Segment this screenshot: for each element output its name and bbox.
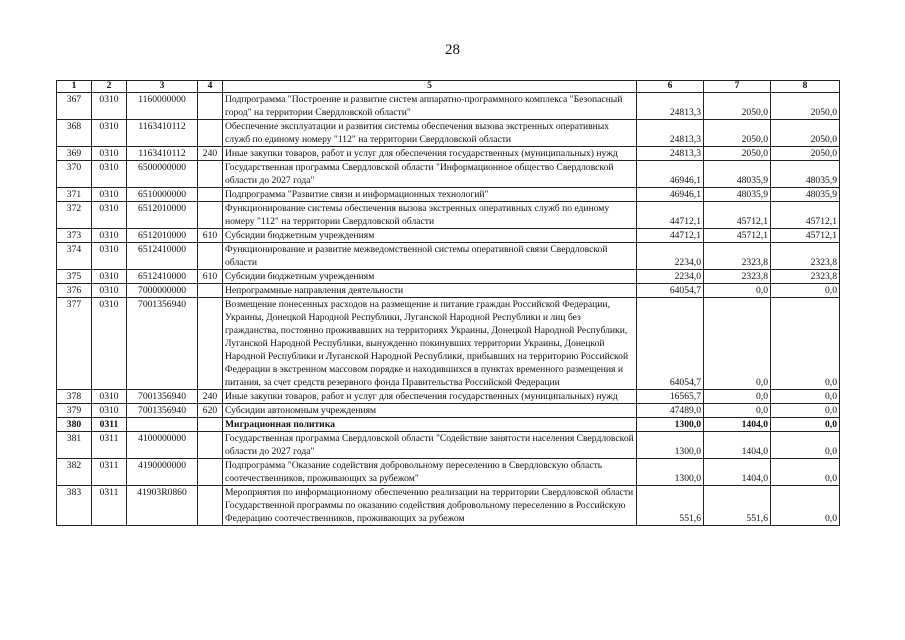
item-name-cell: Подпрограмма "Оказание содействия добровольному переселению в Свердловскую область соотечественников, проживающих за рубежом" — [223, 459, 637, 486]
expense-type-cell: 240 — [198, 147, 223, 161]
expense-type-cell — [198, 418, 223, 432]
section-code-cell: 0310 — [92, 404, 127, 418]
section-code-cell: 0311 — [92, 459, 127, 486]
item-name-cell: Иные закупки товаров, работ и услуг для обеспечения государственных (муниципальных) нужд — [223, 147, 637, 161]
target-article-cell: 6510000000 — [127, 188, 198, 202]
target-article-cell: 4190000000 — [127, 459, 198, 486]
target-article-cell: 6500000000 — [127, 161, 198, 188]
table-row — [57, 243, 840, 270]
column-header: 8 — [771, 81, 840, 93]
table-row — [57, 284, 840, 298]
amount-year1-cell: 16565,7 — [637, 390, 704, 404]
target-article-cell: 6512010000 — [127, 229, 198, 243]
column-header: 7 — [704, 81, 771, 93]
item-name-cell: Непрограммные направления деятельности — [223, 284, 637, 298]
table-row — [57, 202, 840, 229]
amount-year1-cell: 64054,7 — [637, 298, 704, 390]
section-code-cell: 0311 — [92, 486, 127, 526]
column-header: 6 — [637, 81, 704, 93]
amount-year2-cell: 45712,1 — [704, 202, 771, 229]
amount-year3-cell: 0,0 — [771, 459, 840, 486]
amount-year2-cell: 551,6 — [704, 486, 771, 526]
amount-year2-cell: 1404,0 — [704, 432, 771, 459]
expense-type-cell — [198, 298, 223, 390]
amount-year2-cell: 2323,8 — [704, 243, 771, 270]
amount-year1-cell: 1300,0 — [637, 418, 704, 432]
expense-type-cell — [198, 120, 223, 147]
amount-year1-cell: 46946,1 — [637, 188, 704, 202]
amount-year1-cell: 1300,0 — [637, 459, 704, 486]
target-article-cell: 7001356940 — [127, 390, 198, 404]
amount-year3-cell: 0,0 — [771, 418, 840, 432]
table-row — [57, 188, 840, 202]
table-row — [57, 432, 840, 459]
row-number-cell: 370 — [57, 161, 92, 188]
amount-year3-cell: 0,0 — [771, 486, 840, 526]
table-row — [57, 270, 840, 284]
expense-type-cell — [198, 284, 223, 298]
row-number-cell: 367 — [57, 93, 92, 120]
item-name-cell: Иные закупки товаров, работ и услуг для обеспечения государственных (муниципальных) нужд — [223, 390, 637, 404]
amount-year3-cell: 0,0 — [771, 404, 840, 418]
amount-year1-cell: 551,6 — [637, 486, 704, 526]
section-code-cell: 0310 — [92, 120, 127, 147]
target-article-cell — [127, 418, 198, 432]
section-code-cell: 0310 — [92, 270, 127, 284]
row-number-cell: 382 — [57, 459, 92, 486]
row-number-cell: 376 — [57, 284, 92, 298]
target-article-cell: 1163410112 — [127, 120, 198, 147]
expense-type-cell: 240 — [198, 390, 223, 404]
row-number-cell: 383 — [57, 486, 92, 526]
amount-year3-cell: 48035,9 — [771, 188, 840, 202]
row-number-cell: 373 — [57, 229, 92, 243]
item-name-cell: Субсидии автономным учреждениям — [223, 404, 637, 418]
row-number-cell: 368 — [57, 120, 92, 147]
amount-year2-cell: 45712,1 — [704, 229, 771, 243]
header-row — [57, 81, 840, 93]
amount-year3-cell: 0,0 — [771, 390, 840, 404]
row-number-cell: 369 — [57, 147, 92, 161]
section-code-cell: 0310 — [92, 284, 127, 298]
amount-year1-cell: 44712,1 — [637, 229, 704, 243]
item-name-cell: Подпрограмма "Построение и развитие систем аппаратно-программного комплекса "Безопасный город" на территории Свердловской области" — [223, 93, 637, 120]
row-number-cell: 377 — [57, 298, 92, 390]
expense-type-cell — [198, 93, 223, 120]
table-row — [57, 298, 840, 390]
amount-year2-cell: 0,0 — [704, 298, 771, 390]
amount-year2-cell: 48035,9 — [704, 188, 771, 202]
amount-year2-cell: 2050,0 — [704, 93, 771, 120]
amount-year1-cell: 24813,3 — [637, 120, 704, 147]
section-code-cell: 0310 — [92, 188, 127, 202]
column-header: 5 — [223, 81, 637, 93]
expense-type-cell — [198, 459, 223, 486]
column-header: 2 — [92, 81, 127, 93]
amount-year1-cell: 2234,0 — [637, 270, 704, 284]
amount-year1-cell: 24813,3 — [637, 147, 704, 161]
row-number-cell: 380 — [57, 418, 92, 432]
expense-type-cell — [198, 161, 223, 188]
amount-year1-cell: 1300,0 — [637, 432, 704, 459]
amount-year3-cell: 2323,8 — [771, 270, 840, 284]
amount-year2-cell: 2050,0 — [704, 120, 771, 147]
target-article-cell: 6512410000 — [127, 270, 198, 284]
table-row — [57, 120, 840, 147]
amount-year3-cell: 2050,0 — [771, 147, 840, 161]
target-article-cell: 7001356940 — [127, 404, 198, 418]
amount-year3-cell: 0,0 — [771, 284, 840, 298]
table-row — [57, 418, 840, 432]
expense-type-cell — [198, 202, 223, 229]
item-name-cell: Функционирование и развитие межведомственной системы оперативной связи Свердловской области — [223, 243, 637, 270]
item-name-cell: Обеспечение эксплуатации и развития системы обеспечения вызова экстренных оперативных служб по единому номеру "112" на территории Свердловской области — [223, 120, 637, 147]
page-number: 28 — [445, 42, 460, 58]
section-code-cell: 0310 — [92, 390, 127, 404]
item-name-cell: Субсидии бюджетным учреждениям — [223, 229, 637, 243]
table-row — [57, 93, 840, 120]
row-number-cell: 379 — [57, 404, 92, 418]
amount-year3-cell: 2323,8 — [771, 243, 840, 270]
amount-year3-cell: 2050,0 — [771, 120, 840, 147]
amount-year1-cell: 46946,1 — [637, 161, 704, 188]
row-number-cell: 371 — [57, 188, 92, 202]
budget-table — [56, 80, 840, 526]
amount-year3-cell: 45712,1 — [771, 229, 840, 243]
section-code-cell: 0310 — [92, 147, 127, 161]
row-number-cell: 372 — [57, 202, 92, 229]
item-name-cell: Функционирование системы обеспечения вызова экстренных оперативных служб по единому номеру "112" на территории Свердловской области — [223, 202, 637, 229]
section-code-cell: 0310 — [92, 161, 127, 188]
item-name-cell: Государственная программа Свердловской области "Содействие занятости населения Свердловской области до 2027 года" — [223, 432, 637, 459]
item-name-cell: Субсидии бюджетным учреждениям — [223, 270, 637, 284]
column-header: 1 — [57, 81, 92, 93]
table-row — [57, 229, 840, 243]
amount-year1-cell: 24813,3 — [637, 93, 704, 120]
column-header: 3 — [127, 81, 198, 93]
expense-type-cell: 610 — [198, 229, 223, 243]
table-row — [57, 459, 840, 486]
amount-year1-cell: 47489,0 — [637, 404, 704, 418]
expense-type-cell — [198, 432, 223, 459]
expense-type-cell: 620 — [198, 404, 223, 418]
target-article-cell: 6512410000 — [127, 243, 198, 270]
table-row — [57, 147, 840, 161]
section-code-cell: 0311 — [92, 418, 127, 432]
expense-type-cell — [198, 486, 223, 526]
expense-type-cell — [198, 188, 223, 202]
item-name-cell: Мероприятия по информационному обеспечению реализации на территории Свердловской области Государственной программы по оказанию содействия добровольному переселению в Российскую Федерацию соотечественников, проживающих за рубежом — [223, 486, 637, 526]
target-article-cell: 7001356940 — [127, 298, 198, 390]
target-article-cell: 4100000000 — [127, 432, 198, 459]
amount-year3-cell: 48035,9 — [771, 161, 840, 188]
amount-year1-cell: 64054,7 — [637, 284, 704, 298]
table-row — [57, 390, 840, 404]
section-code-cell: 0310 — [92, 93, 127, 120]
amount-year3-cell: 2050,0 — [771, 93, 840, 120]
amount-year2-cell: 2323,8 — [704, 270, 771, 284]
row-number-cell: 381 — [57, 432, 92, 459]
row-number-cell: 374 — [57, 243, 92, 270]
amount-year2-cell: 0,0 — [704, 404, 771, 418]
expense-type-cell — [198, 243, 223, 270]
amount-year3-cell: 45712,1 — [771, 202, 840, 229]
target-article-cell: 1163410112 — [127, 147, 198, 161]
section-code-cell: 0311 — [92, 432, 127, 459]
target-article-cell: 6512010000 — [127, 202, 198, 229]
table-row — [57, 161, 840, 188]
section-code-cell: 0310 — [92, 202, 127, 229]
target-article-cell: 41903R0860 — [127, 486, 198, 526]
target-article-cell: 7000000000 — [127, 284, 198, 298]
amount-year2-cell: 0,0 — [704, 390, 771, 404]
amount-year1-cell: 44712,1 — [637, 202, 704, 229]
item-name-cell: Миграционная политика — [223, 418, 637, 432]
row-number-cell: 375 — [57, 270, 92, 284]
expense-type-cell: 610 — [198, 270, 223, 284]
amount-year2-cell: 1404,0 — [704, 459, 771, 486]
item-name-cell: Подпрограмма "Развитие связи и информационных технологий" — [223, 188, 637, 202]
item-name-cell: Государственная программа Свердловской области "Информационное общество Свердловской области до 2027 года" — [223, 161, 637, 188]
table-row — [57, 486, 840, 526]
amount-year2-cell: 1404,0 — [704, 418, 771, 432]
amount-year1-cell: 2234,0 — [637, 243, 704, 270]
amount-year3-cell: 0,0 — [771, 432, 840, 459]
amount-year2-cell: 0,0 — [704, 284, 771, 298]
item-name-cell: Возмещение понесенных расходов на размещение и питание граждан Российской Федерации, Украины, Донецкой Народной Республики, Луганской Народной Республики и лиц без гражданства, постоянно проживавших на территориях Украины, Донецкой Народной Республики, Луганской Народной Республики, вынужденно покинувших территории Украины, Донецкой Народной Республики и Луганской Народной Республики, прибывших на территорию Российской Федерации в экстренном массовом порядке и находившихся в пунктах временного размещения и питания, за счет средств резервного фонда Правительства Российской Федерации — [223, 298, 637, 390]
column-header: 4 — [198, 81, 223, 93]
amount-year2-cell: 2050,0 — [704, 147, 771, 161]
section-code-cell: 0310 — [92, 229, 127, 243]
table-row — [57, 404, 840, 418]
section-code-cell: 0310 — [92, 243, 127, 270]
section-code-cell: 0310 — [92, 298, 127, 390]
target-article-cell: 1160000000 — [127, 93, 198, 120]
amount-year3-cell: 0,0 — [771, 298, 840, 390]
row-number-cell: 378 — [57, 390, 92, 404]
amount-year2-cell: 48035,9 — [704, 161, 771, 188]
